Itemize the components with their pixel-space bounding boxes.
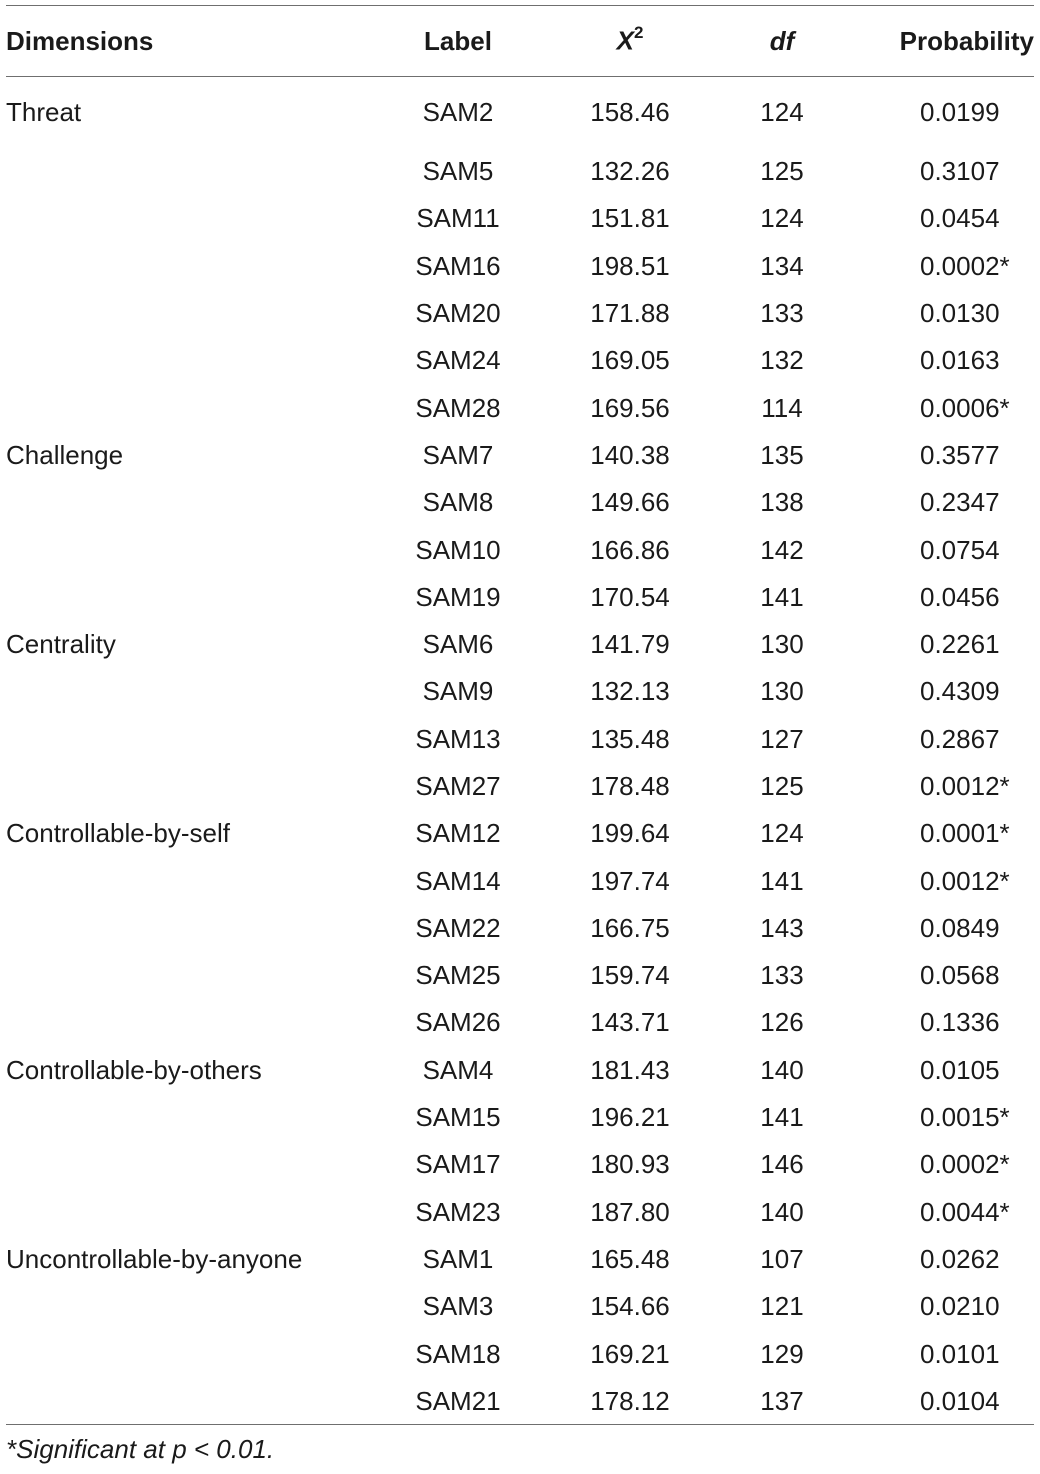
cell-probability: 0.0456 xyxy=(920,581,1000,612)
cell-label: SAM16 xyxy=(415,250,501,281)
cell-df: 142 xyxy=(760,534,804,565)
cell-df: 133 xyxy=(760,960,804,991)
cell-dimension xyxy=(6,999,370,1046)
cell-label: SAM5 xyxy=(422,156,494,187)
cell-label: SAM10 xyxy=(415,534,501,565)
cell-df: 124 xyxy=(760,818,804,849)
cell-probability: 0.0044* xyxy=(920,1196,1010,1227)
table-row xyxy=(6,384,1034,431)
cell-chi-square: 187.80 xyxy=(590,1196,670,1227)
cell-label: SAM6 xyxy=(422,629,494,660)
cell-chi-square: 196.21 xyxy=(590,1102,670,1133)
cell-chi-square: 169.21 xyxy=(590,1338,670,1369)
cell-df: 129 xyxy=(760,1338,804,1369)
table-row xyxy=(6,763,1034,810)
table-row xyxy=(6,1047,1034,1094)
table-row xyxy=(6,574,1034,621)
cell-label: SAM15 xyxy=(415,1102,501,1133)
cell-label: SAM17 xyxy=(415,1149,501,1180)
cell-df: 135 xyxy=(760,439,804,470)
cell-label: SAM26 xyxy=(415,1007,501,1038)
cell-df: 140 xyxy=(760,1196,804,1227)
cell-chi-square: 170.54 xyxy=(590,581,670,612)
cell-probability: 0.0454 xyxy=(920,203,1000,234)
header-chi-base: X xyxy=(616,25,634,56)
cell-chi-square: 198.51 xyxy=(590,250,670,281)
cell-label: SAM14 xyxy=(415,865,501,896)
cell-dimension xyxy=(6,905,370,952)
cell-probability: 0.0163 xyxy=(920,345,1000,376)
cell-chi-square: 199.64 xyxy=(590,818,670,849)
cell-probability: 0.0199 xyxy=(920,96,1000,127)
table-row xyxy=(6,290,1034,337)
cell-label: SAM20 xyxy=(415,298,501,329)
cell-df: 141 xyxy=(760,865,804,896)
header-dimensions: Dimensions xyxy=(6,25,154,56)
cell-chi-square: 135.48 xyxy=(590,723,670,754)
cell-probability: 0.0002* xyxy=(920,1149,1010,1180)
cell-probability: 0.0001* xyxy=(920,818,1010,849)
cell-label: SAM24 xyxy=(415,345,501,376)
table-row xyxy=(6,1141,1034,1188)
fit-statistics-table xyxy=(6,6,1034,1425)
cell-chi-square: 140.38 xyxy=(590,439,670,470)
table-row xyxy=(6,905,1034,952)
cell-probability: 0.0012* xyxy=(920,771,1010,801)
cell-chi-square: 132.26 xyxy=(590,156,670,187)
cell-dimension xyxy=(6,337,370,384)
cell-chi-square: 151.81 xyxy=(590,203,670,234)
cell-chi-square: 154.66 xyxy=(590,1291,670,1322)
cell-chi-square: 158.46 xyxy=(590,96,670,127)
cell-probability: 0.0002* xyxy=(920,250,1010,281)
cell-dimension xyxy=(6,148,370,195)
cell-probability: 0.0105 xyxy=(920,1054,1000,1085)
cell-label: SAM13 xyxy=(415,723,501,754)
cell-probability: 0.0130 xyxy=(920,298,1000,329)
table-row xyxy=(6,1236,1034,1283)
cell-probability: 0.2867 xyxy=(920,723,1000,754)
cell-dimension xyxy=(6,857,370,904)
table-body xyxy=(6,76,1034,1425)
cell-label: SAM28 xyxy=(415,392,501,423)
cell-chi-square: 149.66 xyxy=(590,487,670,518)
cell-dimension xyxy=(6,1330,370,1377)
cell-dimension xyxy=(6,668,370,715)
cell-dimension: Uncontrollable-by-anyone xyxy=(6,1243,303,1274)
cell-label: SAM22 xyxy=(415,912,501,943)
cell-dimension: Challenge xyxy=(6,439,124,470)
header-df: df xyxy=(769,25,795,56)
cell-probability: 0.0262 xyxy=(920,1243,1000,1274)
cell-df: 126 xyxy=(760,1007,804,1038)
table-row xyxy=(6,1094,1034,1141)
cell-dimension xyxy=(6,1141,370,1188)
header-chi-sup: 2 xyxy=(633,23,644,43)
cell-dimension xyxy=(6,290,370,337)
cell-chi-square: 159.74 xyxy=(590,960,670,991)
table-row xyxy=(6,1189,1034,1236)
table-row xyxy=(6,952,1034,999)
cell-dimension xyxy=(6,716,370,763)
table-row xyxy=(6,1330,1034,1377)
cell-dimension xyxy=(6,195,370,242)
cell-dimension xyxy=(6,1283,370,1330)
cell-dimension xyxy=(6,952,370,999)
cell-probability: 0.4309 xyxy=(920,676,1000,707)
cell-df: 114 xyxy=(761,392,803,423)
cell-df: 146 xyxy=(760,1149,804,1180)
cell-label: SAM7 xyxy=(422,439,494,470)
cell-dimension xyxy=(6,384,370,431)
cell-label: SAM23 xyxy=(415,1196,501,1227)
cell-chi-square: 181.43 xyxy=(590,1054,670,1085)
cell-df: 134 xyxy=(760,250,804,281)
header-label: Label xyxy=(424,25,492,56)
cell-chi-square: 171.88 xyxy=(590,298,670,329)
table-row xyxy=(6,195,1034,242)
cell-label: SAM12 xyxy=(415,818,501,849)
header-chi-square xyxy=(546,6,714,76)
cell-chi-square: 178.12 xyxy=(590,1385,670,1416)
cell-label: SAM1 xyxy=(422,1243,494,1274)
cell-probability: 0.3107 xyxy=(920,156,1000,187)
cell-df: 141 xyxy=(760,581,804,612)
cell-dimension: Centrality xyxy=(6,629,116,660)
table-row xyxy=(6,1283,1034,1330)
cell-label: SAM19 xyxy=(415,581,501,612)
cell-dimension: Threat xyxy=(6,96,82,127)
cell-dimension xyxy=(6,1189,370,1236)
cell-label: SAM27 xyxy=(415,771,501,801)
table-footnote: *Significant at p < 0.01. xyxy=(6,1434,275,1464)
cell-df: 124 xyxy=(760,203,804,234)
cell-df: 127 xyxy=(760,723,804,754)
cell-dimension xyxy=(6,243,370,290)
cell-df: 137 xyxy=(760,1385,804,1416)
table-row xyxy=(6,857,1034,904)
table-row xyxy=(6,621,1034,668)
cell-probability: 0.0210 xyxy=(920,1291,1000,1322)
cell-dimension: Controllable-by-self xyxy=(6,818,230,849)
cell-label: SAM18 xyxy=(415,1338,501,1369)
cell-probability: 0.0006* xyxy=(920,392,1010,423)
cell-df: 138 xyxy=(760,487,804,518)
cell-chi-square: 166.86 xyxy=(590,534,670,565)
cell-df: 141 xyxy=(760,1102,804,1133)
cell-probability: 0.2347 xyxy=(920,487,1000,518)
cell-chi-square: 143.71 xyxy=(590,1007,670,1038)
cell-dimension xyxy=(6,1378,370,1425)
cell-chi-square: 178.48 xyxy=(590,771,670,801)
table-row xyxy=(6,1378,1034,1425)
cell-df: 143 xyxy=(760,912,804,943)
cell-probability: 0.0849 xyxy=(920,912,1000,943)
cell-chi-square: 165.48 xyxy=(590,1243,670,1274)
cell-probability: 0.0754 xyxy=(920,534,1000,565)
table-row xyxy=(6,810,1034,857)
table-row xyxy=(6,243,1034,290)
cell-df: 140 xyxy=(760,1054,804,1085)
table-row xyxy=(6,432,1034,479)
cell-probability: 0.0101 xyxy=(920,1338,1000,1369)
cell-label: SAM4 xyxy=(422,1054,494,1085)
cell-df: 132 xyxy=(760,345,804,376)
cell-dimension: Controllable-by-others xyxy=(6,1054,262,1085)
cell-dimension xyxy=(6,526,370,573)
table-row xyxy=(6,668,1034,715)
cell-probability: 0.0012* xyxy=(920,865,1010,896)
cell-dimension xyxy=(6,763,370,810)
cell-label: SAM8 xyxy=(422,487,494,518)
cell-chi-square: 169.05 xyxy=(590,345,670,376)
cell-chi-square: 132.13 xyxy=(590,676,670,707)
cell-df: 130 xyxy=(760,629,804,660)
cell-probability: 0.2261 xyxy=(920,629,1000,660)
cell-df: 125 xyxy=(760,156,804,187)
header-probability: Probability xyxy=(899,25,1034,56)
cell-label: SAM3 xyxy=(422,1291,494,1322)
cell-chi-square: 197.74 xyxy=(590,865,670,896)
table-row xyxy=(6,999,1034,1046)
cell-df: 130 xyxy=(760,676,804,707)
cell-df: 121 xyxy=(760,1291,804,1322)
cell-df: 107 xyxy=(760,1243,804,1274)
table-row xyxy=(6,76,1034,148)
cell-label: SAM25 xyxy=(415,960,501,991)
cell-chi-square: 180.93 xyxy=(590,1149,670,1180)
cell-probability: 0.3577 xyxy=(920,439,1000,470)
table-row xyxy=(6,337,1034,384)
cell-chi-square: 141.79 xyxy=(590,629,670,660)
cell-df: 124 xyxy=(760,96,804,127)
table-row xyxy=(6,526,1034,573)
cell-probability: 0.0015* xyxy=(920,1102,1010,1133)
cell-dimension xyxy=(6,479,370,526)
cell-probability: 0.0104 xyxy=(920,1385,1000,1416)
cell-df: 133 xyxy=(760,298,804,329)
cell-dimension xyxy=(6,574,370,621)
cell-dimension xyxy=(6,1094,370,1141)
cell-chi-square: 166.75 xyxy=(590,912,670,943)
table-row xyxy=(6,479,1034,526)
cell-label: SAM11 xyxy=(416,203,500,234)
table-header-row xyxy=(6,6,1034,76)
cell-probability: 0.1336 xyxy=(920,1007,1000,1038)
cell-label: SAM21 xyxy=(415,1385,501,1416)
cell-chi-square: 169.56 xyxy=(590,392,670,423)
table-row xyxy=(6,716,1034,763)
cell-label: SAM2 xyxy=(422,96,494,127)
table-row xyxy=(6,148,1034,195)
cell-df: 125 xyxy=(760,771,804,801)
cell-label: SAM9 xyxy=(422,676,494,707)
cell-probability: 0.0568 xyxy=(920,960,1000,991)
